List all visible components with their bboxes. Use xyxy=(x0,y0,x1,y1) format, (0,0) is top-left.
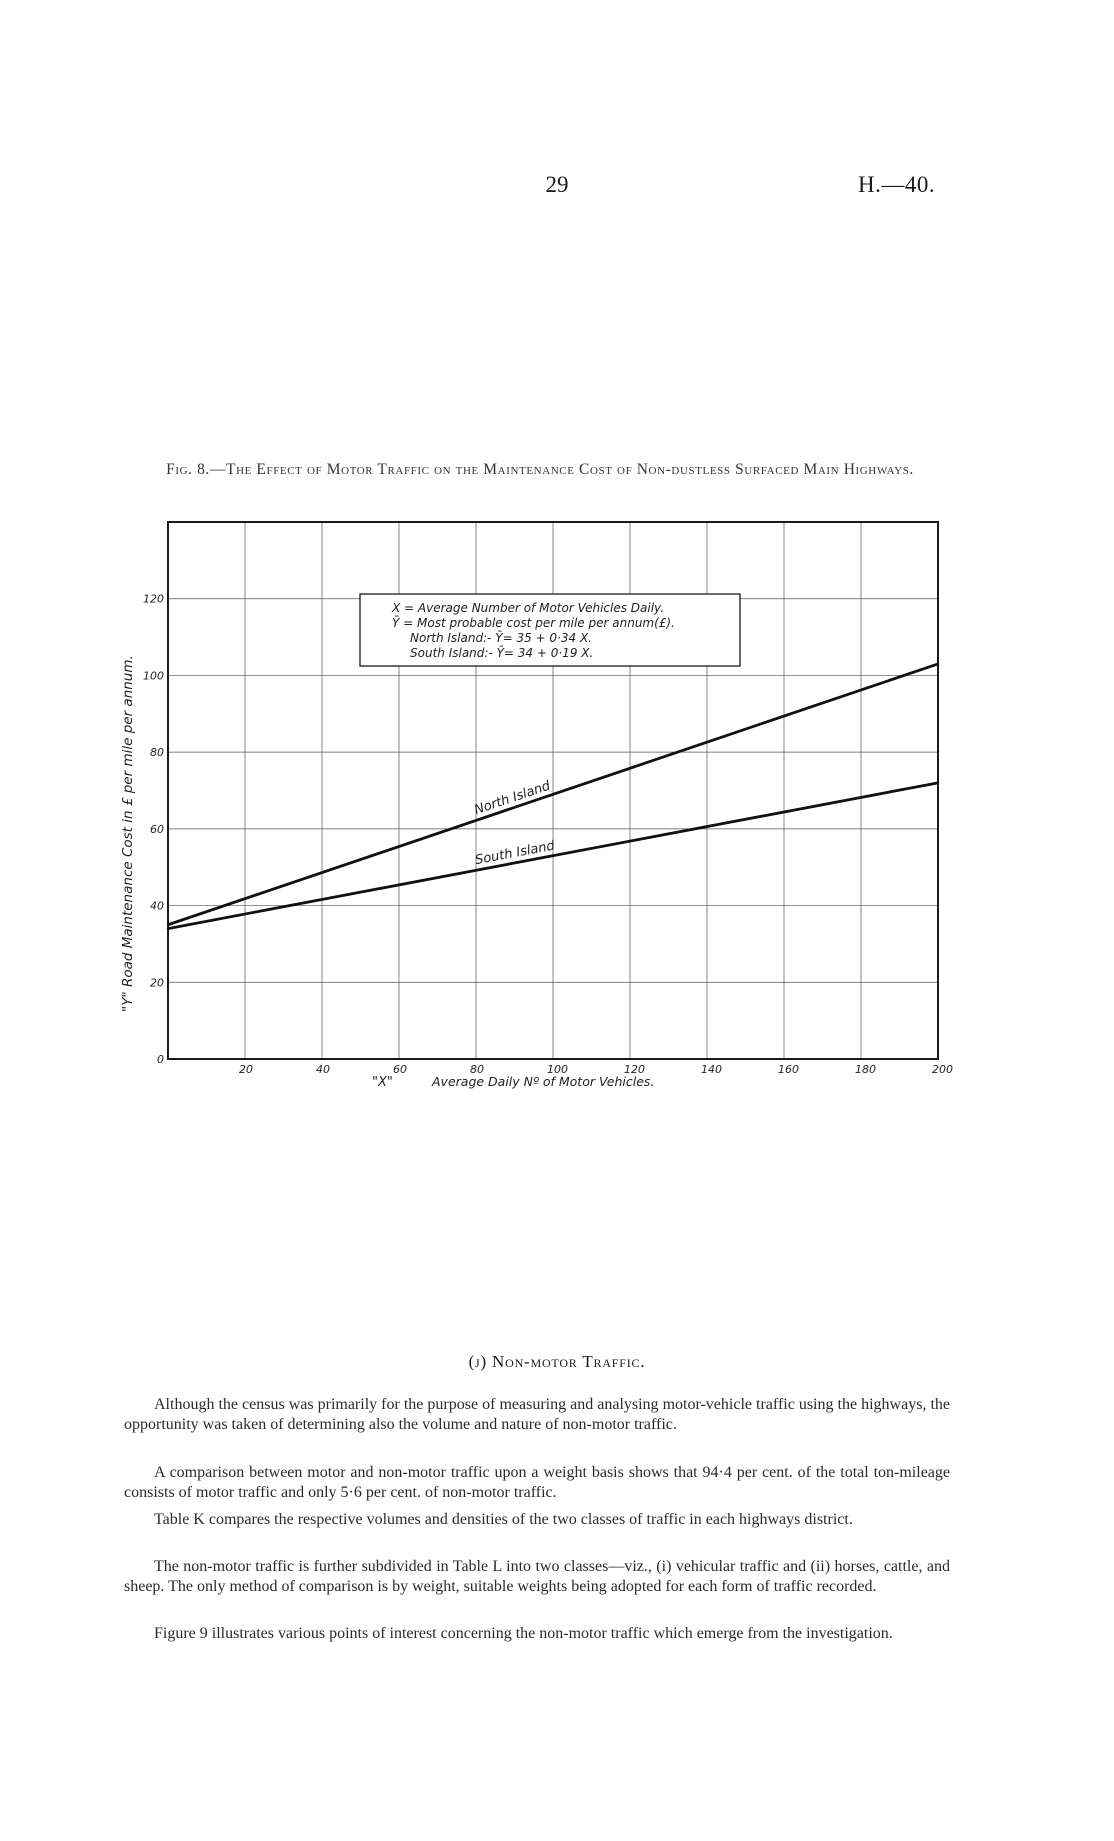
legend-line-1: X = Average Number of Motor Vehicles Daily. xyxy=(392,601,665,615)
x-tick-label: 160 xyxy=(778,1063,799,1076)
document-reference: H.—40. xyxy=(858,172,936,197)
y-tick-label: 100 xyxy=(143,669,164,683)
x-tick-label: 40 xyxy=(316,1063,330,1076)
legend-line-4: South Island:- Ȳ= 34 + 0·19 X. xyxy=(410,646,594,660)
y-tick-label: 0 xyxy=(157,1053,164,1066)
y-tick-label: 20 xyxy=(150,976,164,990)
paragraph-5: Figure 9 illustrates various points of interest concerning the non-motor traffic which emerge from the investigation. xyxy=(154,1625,893,1642)
legend-line-3: North Island:- Ȳ= 35 + 0·34 X. xyxy=(410,631,592,645)
data-point-north-island xyxy=(167,924,169,926)
x-tick-label: 80 xyxy=(470,1063,484,1076)
y-tick-label: 80 xyxy=(150,746,164,760)
x-tick-label: 140 xyxy=(701,1063,722,1076)
data-point-south-island xyxy=(167,927,169,929)
figure-caption: Fig. 8.—The Effect of Motor Traffic on the Maintenance Cost of Non-dustless Surfaced Main Highways. xyxy=(166,461,914,478)
section-heading: (j) Non-motor Traffic. xyxy=(468,1352,646,1371)
y-tick-label: 40 xyxy=(150,899,164,913)
paragraph-3: Table K compares the respective volumes and densities of the two classes of traffic in each highways district. xyxy=(154,1511,853,1528)
x-axis-prefix: "X" xyxy=(372,1075,393,1090)
x-tick-label: 60 xyxy=(393,1063,407,1076)
x-tick-label: 180 xyxy=(855,1063,876,1076)
x-tick-label: 20 xyxy=(239,1063,253,1076)
y-tick-label: 60 xyxy=(150,822,164,836)
data-point-south-island xyxy=(937,782,939,784)
y-axis-label: "Y" Road Maintenance Cost in £ per mile per annum. xyxy=(120,655,136,1012)
series-label-north-island: North Island xyxy=(472,778,553,819)
x-axis-label: Average Daily Nº of Motor Vehicles. xyxy=(432,1074,655,1089)
x-tick-label: 200 xyxy=(932,1063,953,1076)
series-label-south-island: South Island xyxy=(473,838,556,869)
x-tick-label: 100 xyxy=(547,1063,568,1076)
y-tick-label: 120 xyxy=(143,592,164,606)
data-point-north-island xyxy=(937,663,939,665)
paragraph-1: Although the census was primarily for the purpose of measuring and analysing motor-vehicle traffic using the highways, the opportunity was taken of determining also the volume and nature of non-motor traffic. xyxy=(124,1396,950,1433)
paragraph-2: A comparison between motor and non-motor traffic upon a weight basis shows that 94·4 per cent. of the total ton-mileage consists of motor traffic and only 5·6 per cent. of non-motor traffic. xyxy=(124,1464,950,1501)
paragraph-4: The non-motor traffic is further subdivided in Table L into two classes—viz., (i) vehicular traffic and (ii) horses, cattle, and sheep. The only method of comparison is by weight, suitable weights being adopted for each form of traffic recorded. xyxy=(124,1558,950,1595)
page-number: 29 xyxy=(545,172,569,197)
x-tick-label: 120 xyxy=(624,1063,645,1076)
maintenance-cost-chart xyxy=(110,512,970,1137)
legend-line-2: Ȳ = Most probable cost per mile per annum(£). xyxy=(392,616,675,630)
